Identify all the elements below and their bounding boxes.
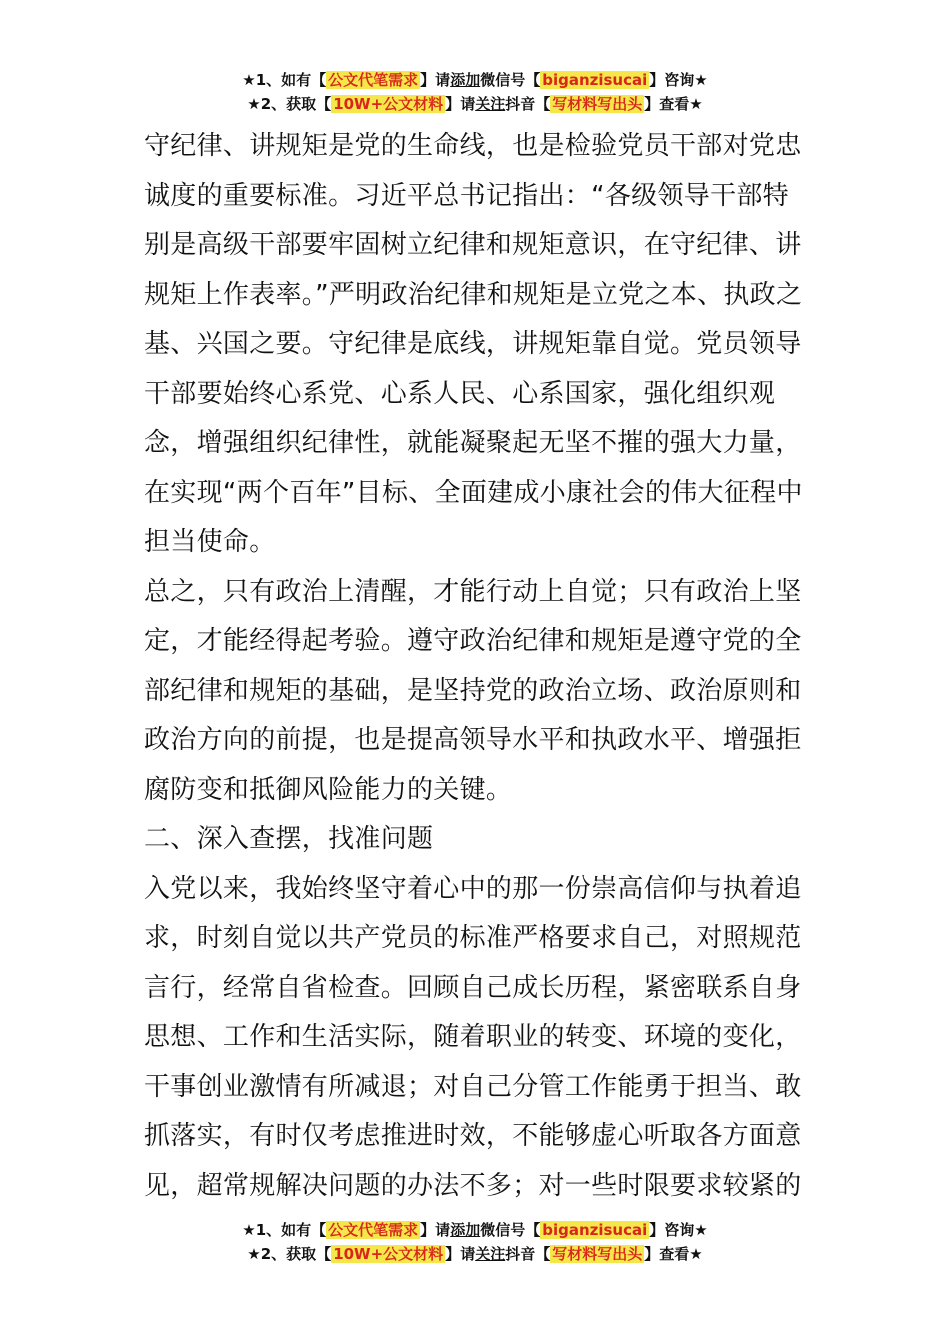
banner-text: 】请 <box>445 95 476 113</box>
banner-text: 抖音【 <box>505 1245 551 1263</box>
banner-text: ★1、如有【 <box>242 71 327 89</box>
paragraph: 守纪律、讲规矩是党的生命线，也是检验党员干部对党忠诚度的重要标准。习近平总书记指出：“各级领导干部特别是高级干部要牢固树立纪律和规矩意识，在守纪律、讲规矩上作表率。”严明政治纪律和规矩是立党之本、执政之基、兴国之要。守纪律是底线，讲规矩靠自觉。党员领导干部要始终心系党、心系人民、心系国家，强化组织观念，增强组织纪律性，就能凝聚起无坚不摧的强大力量，在实现“两个百年”目标、全面建成小康社会的伟大征程中担当使命。 <box>144 131 803 557</box>
banner-highlight-wechat-id: biganzisucai <box>542 1221 648 1239</box>
banner-line-2 <box>0 92 950 116</box>
paragraph: 入党以来，我始终坚守着心中的那一份崇高信仰与执着追求，时刻自觉以共产党员的标准严格要求自己，对照规范言行，经常自省检查。回顾自己成长历程，紧密联系自身思想、工作和生活实际，随着职业的转变、环境的变化，干事创业激情有所减退；对自己分管工作能勇于担当、敢抓落实，有时仅考虑推进时效，不能够虚心听取各方面意见，超常规解决问题的办法不多；对一些时限要求较紧的 <box>144 873 802 1201</box>
banner-highlight-douyin: 写材料写出头 <box>552 95 643 113</box>
banner-underlined-text: 关注 <box>475 1245 506 1263</box>
banner-line-2 <box>0 1242 950 1266</box>
banner-text: 微信号【 <box>480 1221 541 1239</box>
banner-highlight-materials: 10W+公文材料 <box>333 1245 444 1263</box>
document-body <box>144 122 808 1211</box>
banner-text: 抖音【 <box>505 95 551 113</box>
banner-text: ★2、获取【 <box>247 1245 332 1263</box>
banner-highlight-service: 公文代笔需求 <box>328 71 419 89</box>
banner-text: 】查看★ <box>644 95 703 113</box>
banner-highlight-douyin: 写材料写出头 <box>552 1245 643 1263</box>
banner-text: ★1、如有【 <box>242 1221 327 1239</box>
banner-text: 】咨询★ <box>649 71 708 89</box>
banner-text: 】查看★ <box>644 1245 703 1263</box>
section-heading: 二、深入查摆，找准问题 <box>144 824 434 854</box>
banner-text: 微信号【 <box>480 71 541 89</box>
banner-text: 】咨询★ <box>649 1221 708 1239</box>
banner-highlight-materials: 10W+公文材料 <box>333 95 444 113</box>
banner-line-1 <box>0 1218 950 1242</box>
header-banner <box>0 68 950 116</box>
banner-text: ★2、获取【 <box>247 95 332 113</box>
paragraph: 总之，只有政治上清醒，才能行动上自觉；只有政治上坚定，才能经得起考验。遵守政治纪律和规矩是遵守党的全部纪律和规矩的基础，是坚持党的政治立场、政治原则和政治方向的前提，也是提高领导水平和执政水平、增强拒腐防变和抵御风险能力的关键。 <box>144 576 802 805</box>
banner-line-1 <box>0 68 950 92</box>
banner-highlight-wechat-id: biganzisucai <box>542 71 648 89</box>
banner-text: 】请 <box>420 1221 451 1239</box>
banner-underlined-text: 添加 <box>450 1221 481 1239</box>
banner-underlined-text: 关注 <box>475 95 506 113</box>
banner-underlined-text: 添加 <box>450 71 481 89</box>
banner-highlight-service: 公文代笔需求 <box>328 1221 419 1239</box>
footer-banner <box>0 1218 950 1266</box>
banner-text: 】请 <box>445 1245 476 1263</box>
banner-text: 】请 <box>420 71 451 89</box>
